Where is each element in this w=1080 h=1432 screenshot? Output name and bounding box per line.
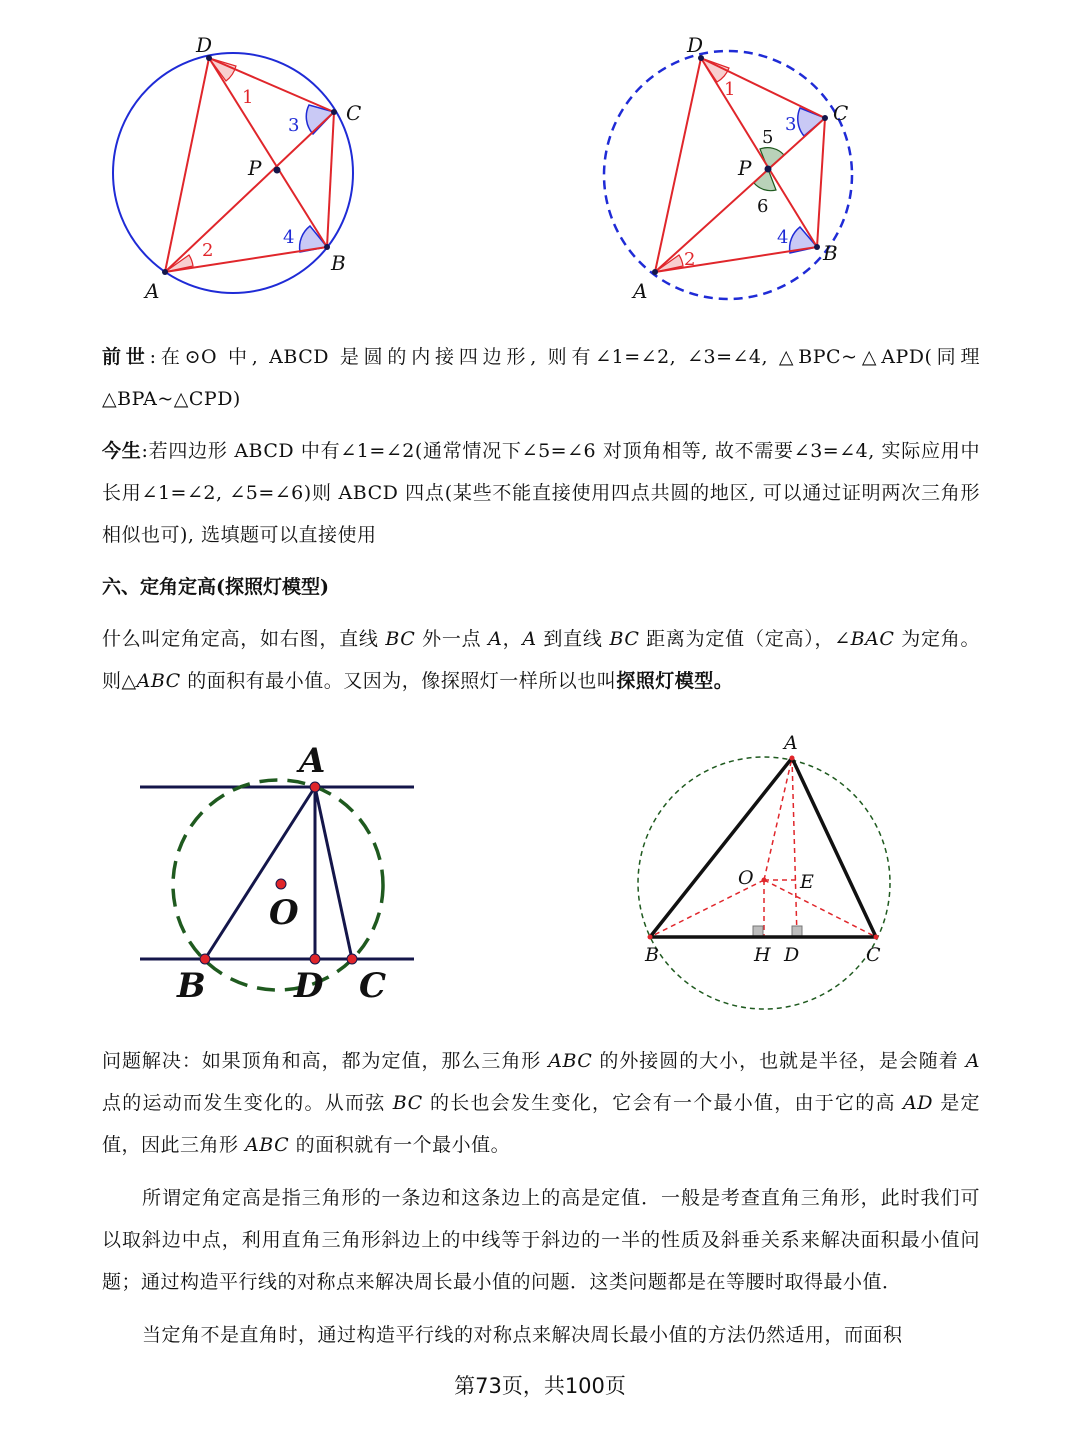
point-o <box>276 879 286 889</box>
label-angle-6: 6 <box>757 196 769 217</box>
paragraph-intro <box>102 618 980 702</box>
figure-cyclic-quadrilateral <box>100 30 400 310</box>
intro-text: 为定角。则△ <box>102 628 980 692</box>
point-d <box>310 954 320 964</box>
point-b <box>648 935 653 940</box>
intro-var: BC <box>609 628 640 650</box>
angle-1-arc <box>209 58 236 81</box>
problem-var: BC <box>392 1092 423 1114</box>
label-h: H <box>754 944 771 966</box>
label-c: C <box>346 101 362 125</box>
point-c <box>347 954 357 964</box>
side-ab <box>205 787 315 959</box>
label-a: A <box>145 279 160 303</box>
label-o: O <box>738 867 754 889</box>
label-angle-1: 1 <box>724 79 736 100</box>
label-c: C <box>359 966 387 1006</box>
label-angle-3: 3 <box>288 115 300 136</box>
label-angle-2: 2 <box>684 249 696 270</box>
height-ad <box>792 758 797 937</box>
problem-var: AD <box>902 1092 933 1114</box>
label-d: D <box>196 33 213 57</box>
label-d: D <box>687 33 704 57</box>
paragraph-jinsheng <box>102 430 980 556</box>
point-a <box>310 782 320 792</box>
problem-text: 是定值，因此三角形 <box>102 1092 980 1156</box>
label-b: B <box>645 944 659 966</box>
section-heading-6: 六、定角定高(探照灯模型) <box>102 576 329 598</box>
label-b: B <box>177 966 206 1006</box>
right-angle-d <box>792 926 802 936</box>
label-qianshi: 前世 <box>102 346 150 368</box>
point-p <box>274 167 281 174</box>
intro-var: A <box>522 628 537 650</box>
label-jinsheng: 今生 <box>102 440 142 462</box>
label-b: B <box>823 241 838 265</box>
intro-var: BC <box>385 628 416 650</box>
problem-text: 的面积就有一个最小值。 <box>289 1134 511 1156</box>
label-p: P <box>248 156 262 180</box>
problem-text: 的长也会发生变化，它会有一个最小值，由于它的高 <box>422 1092 903 1114</box>
intro-bold-term: 探照灯模型。 <box>616 670 734 692</box>
text-jinsheng: :若四边形 ABCD 中有∠1=∠2(通常情况下∠5=∠6 对顶角相等, 故不需要∠3=∠4, 实际应用中长用∠1=∠2, ∠5=∠6)则 ABCD 四点(某些不能直接使用四点共圆的地区, 可以通过证明两次三角形相似也可), 选填题可以直接使用 <box>102 440 980 546</box>
side-da <box>655 58 701 272</box>
intro-var: BAC <box>850 628 895 650</box>
diagonal-db <box>209 58 327 247</box>
label-a: A <box>299 741 326 781</box>
figure-circumcircle-triangle <box>630 725 910 1035</box>
label-p: P <box>738 156 752 180</box>
label-angle-5: 5 <box>762 127 774 148</box>
intro-text: ， <box>502 628 523 650</box>
right-angle-h <box>753 926 763 936</box>
intro-text: 距离为定值（定高），∠ <box>639 628 851 650</box>
intro-text: 什么叫定角定高，如右图，直线 <box>102 628 386 650</box>
label-e: E <box>800 871 814 893</box>
paragraph-qianshi <box>102 336 980 420</box>
point-b <box>324 244 330 250</box>
label-angle-4: 4 <box>777 227 789 248</box>
label-c: C <box>866 944 881 966</box>
figure-vertical-angles <box>590 30 870 310</box>
problem-var: ABC <box>245 1134 290 1156</box>
point-o <box>762 878 767 883</box>
problem-text: 问题解决：如果顶角和高，都为定值，那么三角形 <box>102 1050 549 1072</box>
side-ac <box>315 787 352 959</box>
page-footer: 第73页，共100页 <box>454 1374 626 1398</box>
label-c: C <box>833 101 849 125</box>
problem-var: A <box>965 1050 980 1072</box>
radius-oc <box>764 880 876 937</box>
side-cb <box>327 112 334 247</box>
circumcircle <box>113 53 353 293</box>
point-a <box>162 269 168 275</box>
paragraph-problem <box>102 1040 980 1166</box>
intro-text: 到直线 <box>536 628 610 650</box>
problem-var: ABC <box>548 1050 593 1072</box>
intro-text: 的面积有最小值。又因为，像探照灯一样所以也叫 <box>180 670 617 692</box>
paragraph-last: 当定角不是直角时，通过构造平行线的对称点来解决周长最小值的方法仍然适用，而面积 <box>142 1324 903 1346</box>
label-o: O <box>269 893 299 933</box>
point-a <box>652 269 658 275</box>
label-angle-2: 2 <box>202 240 214 261</box>
label-angle-1: 1 <box>242 87 254 108</box>
problem-text: 点的运动而发生变化的。从而弦 <box>102 1092 393 1114</box>
label-a: A <box>633 279 648 303</box>
point-b <box>200 954 210 964</box>
intro-var: ABC <box>136 670 181 692</box>
point-b <box>814 244 820 250</box>
point-c <box>822 115 828 121</box>
label-a: A <box>784 732 798 754</box>
label-angle-4: 4 <box>283 227 295 248</box>
text-qianshi: :在⊙O 中, ABCD 是圆的内接四边形, 则有∠1=∠2, ∠3=∠4, △BPC~△APD(同理△BPA~△CPD) <box>102 346 980 410</box>
problem-text: 的外接圆的大小，也就是半径，是会随着 <box>592 1050 966 1072</box>
point-c <box>331 109 337 115</box>
intro-text: 外一点 <box>415 628 489 650</box>
label-b: B <box>331 251 346 275</box>
figure-parallel-lines <box>130 740 430 1010</box>
point-a <box>790 756 795 761</box>
paragraph-fixed-angle-height: 所谓定角定高是指三角形的一条边和这条边上的高是定值．一般是考查直角三角形，此时我们可以取斜边中点，利用直角三角形斜边上的中线等于斜边的一半的性质及斜垂关系来解决面积最小值问题；通过构造平行线的对称点来解决周长最小值的问题．这类问题都是在等腰时取得最小值． <box>102 1187 980 1293</box>
label-angle-3: 3 <box>785 114 797 135</box>
point-c <box>874 935 879 940</box>
label-d: D <box>294 966 324 1006</box>
intro-var: A <box>488 628 503 650</box>
label-d: D <box>784 944 800 966</box>
point-p <box>765 166 772 173</box>
side-cb <box>817 118 825 247</box>
